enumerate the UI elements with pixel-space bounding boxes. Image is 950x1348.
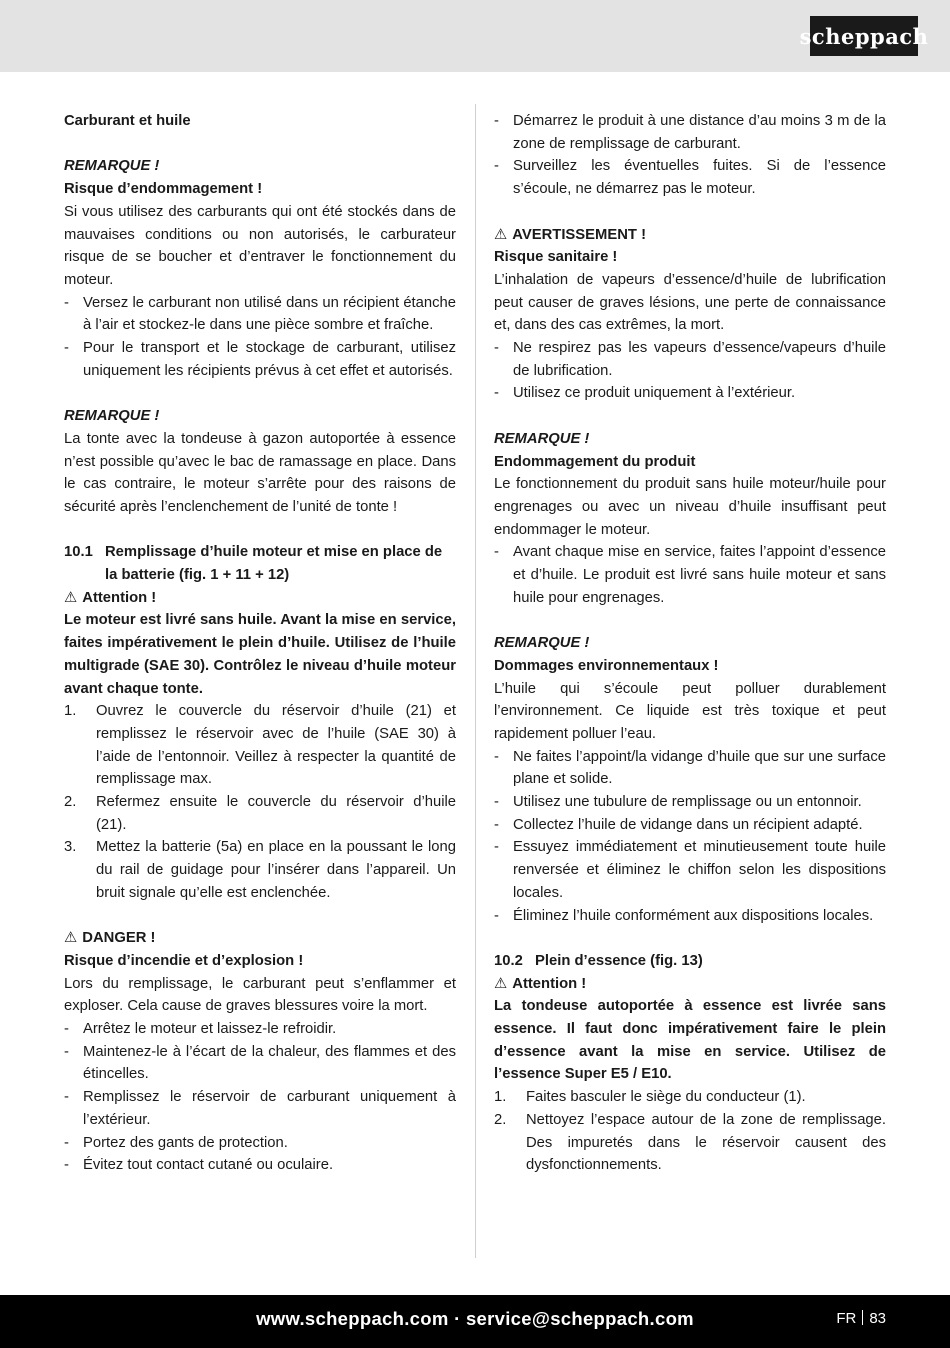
- notice-label: REMARQUE !: [64, 408, 160, 425]
- list-item: - Ne respirez pas les vapeurs d’essence/vapeurs d’huile de lubrification.: [494, 340, 886, 379]
- bullet-marker: -: [64, 340, 69, 357]
- attention-text: Le moteur est livré sans huile. Avant la mise en service, faites impérativement le plein d’huile. Utilisez de l’huile multigrade (SAE 30). Contrôlez le niveau d’huile moteur avant chaque tonte.: [64, 612, 456, 697]
- list-item: - Démarrez le produit à une distance d’au moins 3 m de la zone de remplissage de carburant.: [494, 113, 886, 152]
- danger-text: Lors du remplissage, le carburant peut s’enflammer et exploser. Cela cause de graves blessures voire la mort.: [64, 975, 456, 1015]
- list-item: - Pour le transport et le stockage de carburant, utilisez uniquement les récipients prévus à cet effet et autorisés.: [64, 337, 456, 382]
- footer-contact: www.scheppach.com · service@scheppach.com: [256, 1308, 694, 1329]
- section-title: 10.2 Plein d’essence (fig. 13): [494, 952, 703, 969]
- footer-bar: [0, 1295, 950, 1348]
- bullet-marker: -: [64, 294, 69, 311]
- page-number: 83: [869, 1310, 886, 1327]
- list-item: - Maintenez-le à l’écart de la chaleur, des flammes et des étincelles.: [64, 1043, 456, 1083]
- notice-text: Le fonctionnement du produit sans huile moteur/huile pour engrenages ou avec un niveau d’huile insuffisant peut endommager le moteur.: [494, 476, 886, 538]
- left-column: [64, 110, 456, 1177]
- list-item: - Essuyez immédiatement et minutieusement toute huile renversée et éliminez le chiffon selon les dispositions locales.: [494, 839, 886, 901]
- step-item: 2. Nettoyez l’espace autour de la zone de remplissage. Des impuretés dans le réservoir causent des dysfonctionnements.: [494, 1111, 886, 1174]
- danger-label: ⚠ DANGER !: [64, 927, 456, 950]
- attention-label: ⚠ Attention !: [64, 587, 456, 610]
- notice-text: La tonte avec la tondeuse à gazon autoportée à essence n’est possible qu’avec le bac de ramassage en place. Dans le cas contraire, le moteur s’arrête pour des raisons de sécurité après l’enclenchement de l’unité de tonte !: [64, 430, 456, 515]
- step-item: 1. Ouvrez le couvercle du réservoir d’huile (21) et remplissez le réservoir avec de l’huile (SAE 30) à l’aide de l’entonnoir. Veillez à respecter la quantité de remplissage max.: [64, 703, 456, 788]
- right-column: [494, 110, 886, 1177]
- notice-subtitle: Dommages environnementaux !: [494, 657, 719, 674]
- list-item: - Arrêtez le moteur et laissez-le refroidir.: [64, 1021, 337, 1038]
- brand-logo: scheppach: [810, 16, 918, 56]
- section-title: 10.1 Remplissage d’huile moteur et mise en place de la batterie (fig. 1 + 11 + 12): [64, 544, 443, 584]
- list-item: - Utilisez ce produit uniquement à l’extérieur.: [494, 385, 796, 402]
- notice-text: Si vous utilisez des carburants qui ont été stockés dans de mauvaises conditions ou non autorisés, le carburateur risque de se boucher et d’entraver le fonctionnement du moteur.: [64, 203, 456, 288]
- notice-label: REMARQUE !: [494, 430, 590, 447]
- danger-subtitle: Risque d’incendie et d’explosion !: [64, 952, 304, 969]
- step-item: 1. Faites basculer le siège du conducteur (1).: [494, 1089, 806, 1106]
- warning-subtitle: Risque sanitaire !: [494, 249, 618, 266]
- notice-label: REMARQUE !: [64, 158, 160, 175]
- list-item: - Collectez l’huile de vidange dans un récipient adapté.: [494, 816, 863, 833]
- notice-subtitle: Endommagement du produit: [494, 453, 696, 470]
- list-item: - Utilisez une tubulure de remplissage ou un entonnoir.: [494, 794, 862, 811]
- notice-label: REMARQUE !: [494, 635, 590, 652]
- language-code: FR: [836, 1310, 857, 1327]
- page-separator: [862, 1310, 863, 1325]
- header-bar: [0, 0, 950, 72]
- attention-text: La tondeuse autoportée à essence est livrée sans essence. Il faut donc impérativement faire le plein d’essence avant la mise en service. Utilisez de l’essence Super E5 / E10.: [494, 998, 886, 1083]
- attention-label: ⚠ Attention !: [494, 973, 886, 996]
- list-item: - Évitez tout contact cutané ou oculaire.: [64, 1157, 334, 1174]
- section-heading: Carburant et huile: [64, 113, 191, 129]
- list-item: - Portez des gants de protection.: [64, 1134, 288, 1151]
- list-item: - Avant chaque mise en service, faites l’appoint d’essence et d’huile. Le produit est livré sans huile moteur et sans huile pour engrenages.: [494, 544, 886, 606]
- page-indicator: [836, 1310, 886, 1327]
- list-item: - Surveillez les éventuelles fuites. Si de l’essence s’écoule, ne démarrez pas le moteur.: [494, 158, 886, 198]
- column-divider: [475, 104, 476, 1258]
- notice-subtitle: Risque d’endommagement !: [64, 181, 263, 198]
- list-item: - Versez le carburant non utilisé dans un récipient étanche à l’air et stockez-le dans une pièce sombre et fraîche.: [64, 292, 456, 337]
- list-item: - Ne faites l’appoint/la vidange d’huile que sur une surface plane et solide.: [494, 748, 886, 788]
- step-item: 3. Mettez la batterie (5a) en place en la poussant le long du rail de guidage pour l’insérer dans l’appareil. Un bruit signale qu’elle est enclenchée.: [64, 839, 456, 901]
- warning-text: L’inhalation de vapeurs d’essence/d’huile de lubrification peut causer de graves lésions, une perte de connaissance et, dans des cas extrêmes, la mort.: [494, 271, 886, 334]
- notice-text: L’huile qui s’écoule peut polluer durablement l’environnement. Ce liquide est très toxique et peut rapidement polluer l’eau.: [494, 680, 886, 742]
- warning-label: ⚠ AVERTISSEMENT !: [494, 224, 886, 247]
- list-item: - Remplissez le réservoir de carburant uniquement à l’extérieur.: [64, 1089, 456, 1128]
- step-item: 2. Refermez ensuite le couvercle du réservoir d’huile (21).: [64, 794, 456, 833]
- list-item: - Éliminez l’huile conformément aux dispositions locales.: [494, 907, 874, 924]
